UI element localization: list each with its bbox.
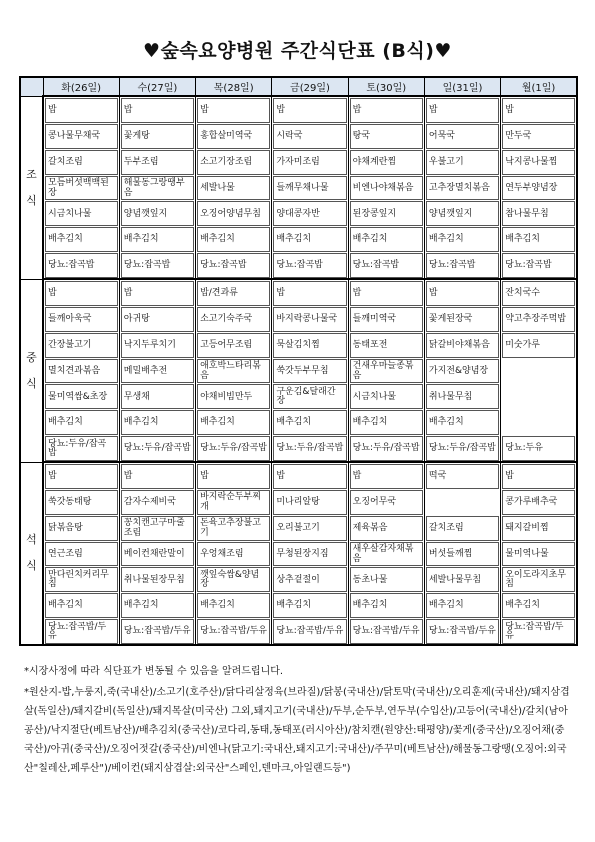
menu-item-list: [350, 463, 423, 644]
menu-item: 돈육고추장불고기: [197, 516, 270, 541]
menu-item: [502, 384, 575, 409]
meal-label: [20, 279, 43, 462]
menu-item-list: [273, 280, 346, 461]
meal-label: [20, 462, 43, 645]
menu-item: 당뇨:잡곡밥/두유: [350, 619, 423, 644]
menu-item: 배추김치: [273, 227, 346, 252]
menu-item-list: [426, 463, 499, 644]
meal-label-char: 조: [26, 167, 37, 181]
menu-item: 상추겉절이: [273, 567, 346, 592]
menu-item: 당뇨:두유/잡곡밥: [426, 436, 499, 461]
day-meal-cell: [272, 96, 348, 279]
menu-item-list: [273, 97, 346, 278]
menu-item: 바지락콩나물국: [273, 307, 346, 332]
menu-item: 당뇨:잡곡밥: [350, 253, 423, 278]
menu-item: 배추김치: [273, 410, 346, 435]
meal-label: [20, 96, 43, 279]
menu-item: 오이도라지초무침: [502, 567, 575, 592]
menu-item: 연근조림: [45, 542, 118, 567]
menu-item: 배추김치: [45, 227, 118, 252]
day-header: 토(30일): [348, 77, 424, 96]
menu-item-list: [121, 280, 194, 461]
menu-item: 가자미조림: [273, 150, 346, 175]
day-meal-cell: [348, 279, 424, 462]
menu-item: 배추김치: [273, 593, 346, 618]
menu-item: 탕국: [350, 124, 423, 149]
menu-item: 떡국: [426, 464, 499, 489]
menu-item: 건새우마늘종볶음: [350, 359, 423, 384]
menu-item-list: [121, 97, 194, 278]
menu-item: 밥: [121, 281, 194, 306]
menu-item: 야채계란찜: [350, 150, 423, 175]
day-meal-cell: [424, 96, 500, 279]
menu-item: 잔치국수: [502, 281, 575, 306]
menu-item: 당뇨:두유: [502, 436, 575, 461]
menu-item: [502, 410, 575, 435]
menu-item: 무생채: [121, 384, 194, 409]
menu-item: 두부조림: [121, 150, 194, 175]
menu-item: 콩나물무채국: [45, 124, 118, 149]
day-meal-cell: [196, 96, 272, 279]
menu-item: 멸치견과볶음: [45, 359, 118, 384]
day-meal-cell: [119, 96, 195, 279]
menu-item: 낙지두루치기: [121, 333, 194, 358]
menu-item: 세발나물무침: [426, 567, 499, 592]
menu-item: 밥: [273, 464, 346, 489]
menu-item: 밥: [426, 98, 499, 123]
menu-item: 배추김치: [350, 593, 423, 618]
menu-item: 닭갈비야채볶음: [426, 333, 499, 358]
day-meal-cell: [272, 462, 348, 645]
menu-item: 당뇨:잡곡밥: [426, 253, 499, 278]
day-header: 금(29일): [272, 77, 348, 96]
menu-item: 배추김치: [121, 227, 194, 252]
menu-item: 가지전&양념장: [426, 359, 499, 384]
day-meal-cell: [43, 462, 119, 645]
day-meal-cell: [196, 462, 272, 645]
menu-item: 아귀탕: [121, 307, 194, 332]
page-title: ♥숲속요양병원 주간식단표 (B식)♥: [143, 40, 452, 62]
menu-item: 어묵국: [426, 124, 499, 149]
day-meal-cell: [501, 96, 577, 279]
day-meal-cell: [119, 462, 195, 645]
menu-item: 들깨아욱국: [45, 307, 118, 332]
menu-item: 당뇨:잡곡밥/두유: [197, 619, 270, 644]
day-meal-cell: [348, 96, 424, 279]
menu-item: 연두부양념장: [502, 176, 575, 201]
menu-item: 오리불고기: [273, 516, 346, 541]
day-meal-cell: [348, 462, 424, 645]
menu-change-notice: *시장사정에 따라 식단표가 변동될 수 있음을 알려드립니다.: [24, 666, 284, 677]
menu-item: [502, 359, 575, 384]
menu-item: 밥: [502, 98, 575, 123]
menu-item: 양대콩자반: [273, 201, 346, 226]
menu-item: 쑥갓동태탕: [45, 490, 118, 515]
menu-item: 만두국: [502, 124, 575, 149]
menu-item: 배추김치: [121, 410, 194, 435]
day-meal-cell: [119, 279, 195, 462]
menu-item: 꽃게된장국: [426, 307, 499, 332]
menu-item: 시락국: [273, 124, 346, 149]
menu-item: 만다린치커리무침: [45, 567, 118, 592]
menu-item: 감자수제비국: [121, 490, 194, 515]
menu-item: 배추김치: [197, 227, 270, 252]
menu-item: 배추김치: [197, 593, 270, 618]
menu-item: 당뇨:두유/잡곡밥: [45, 436, 118, 461]
meal-label-char: 식: [26, 559, 37, 573]
menu-item: 시금치나물: [350, 384, 423, 409]
menu-item: 우엉채조림: [197, 542, 270, 567]
menu-item: 취나물무침: [426, 384, 499, 409]
meal-label-char: 식: [26, 376, 37, 390]
menu-item: 당뇨:두유/잡곡밥: [350, 436, 423, 461]
menu-item: 물미역나물: [502, 542, 575, 567]
day-header: 수(27일): [119, 77, 195, 96]
menu-item: 홍합살미역국: [197, 124, 270, 149]
menu-item: 애호박느타리볶음: [197, 359, 270, 384]
menu-item: 콩가루배추국: [502, 490, 575, 515]
weekly-menu-table: [19, 76, 578, 646]
menu-item-list: [121, 463, 194, 644]
menu-item-list: [45, 463, 118, 644]
menu-item: 꽁치캔고구마줄조림: [121, 516, 194, 541]
menu-item: 배추김치: [502, 227, 575, 252]
menu-item: 바지락순두부찌개: [197, 490, 270, 515]
day-meal-cell: [424, 279, 500, 462]
menu-item: 새우살감자채볶음: [350, 542, 423, 567]
menu-item: 배추김치: [197, 410, 270, 435]
menu-item: 당뇨:잡곡밥: [121, 253, 194, 278]
meal-row: [20, 279, 577, 462]
menu-item: 밥: [350, 98, 423, 123]
menu-item: 들깨무채나물: [273, 176, 346, 201]
menu-item: 밥: [502, 464, 575, 489]
menu-item: 갈치조림: [426, 516, 499, 541]
menu-item-list: [350, 280, 423, 461]
menu-item: 갈치조림: [45, 150, 118, 175]
menu-item: 당뇨:잡곡밥: [502, 253, 575, 278]
day-meal-cell: [272, 279, 348, 462]
menu-item: 당뇨:두유/잡곡밥: [121, 436, 194, 461]
menu-item: 버섯들깨찜: [426, 542, 499, 567]
menu-item: 밥: [121, 98, 194, 123]
menu-item-list: [350, 97, 423, 278]
menu-item: 밥: [45, 281, 118, 306]
menu-item: 무청된장지짐: [273, 542, 346, 567]
menu-item: 당뇨:잡곡밥: [45, 253, 118, 278]
menu-item: 밥: [45, 464, 118, 489]
menu-item: 당뇨:잡곡밥/두유: [502, 619, 575, 644]
meal-label-char: 식: [26, 193, 37, 207]
day-header-row: [20, 77, 577, 96]
menu-item: 배추김치: [426, 227, 499, 252]
day-meal-cell: [501, 279, 577, 462]
menu-item: 고추장멸치볶음: [426, 176, 499, 201]
menu-item: 소고기숙주국: [197, 307, 270, 332]
menu-item: 물미역쌈&초장: [45, 384, 118, 409]
day-meal-cell: [43, 96, 119, 279]
menu-item: 배추김치: [502, 593, 575, 618]
menu-item: 간장불고기: [45, 333, 118, 358]
menu-item: 들깨미역국: [350, 307, 423, 332]
menu-item: 동초나물: [350, 567, 423, 592]
menu-item: 배추김치: [350, 410, 423, 435]
menu-item: 모듬버섯백백된장: [45, 176, 118, 201]
menu-item-list: [502, 463, 575, 644]
menu-item: 오징어양념무침: [197, 201, 270, 226]
menu-item: 밥: [350, 281, 423, 306]
menu-item: 배추김치: [45, 593, 118, 618]
menu-item-list: [426, 97, 499, 278]
menu-item: 배추김치: [426, 410, 499, 435]
meal-row: [20, 96, 577, 279]
menu-item: 밥: [350, 464, 423, 489]
meal-label-char: 중: [26, 350, 37, 364]
menu-item: 세발나물: [197, 176, 270, 201]
menu-item: 당뇨:잡곡밥/두유: [45, 619, 118, 644]
menu-item: 당뇨:두유/잡곡밥: [273, 436, 346, 461]
menu-item: 동태포전: [350, 333, 423, 358]
day-meal-cell: [424, 462, 500, 645]
menu-item: 배추김치: [45, 410, 118, 435]
menu-item: 배추김치: [121, 593, 194, 618]
menu-item: 된장콩잎지: [350, 201, 423, 226]
menu-item: 밥/견과류: [197, 281, 270, 306]
menu-item: 밥: [273, 98, 346, 123]
menu-item: 오징어무국: [350, 490, 423, 515]
menu-item: 닭볶음탕: [45, 516, 118, 541]
menu-item: 당뇨:잡곡밥: [273, 253, 346, 278]
menu-item: 취나물된장무침: [121, 567, 194, 592]
menu-item: 해물동그랑땡부음: [121, 176, 194, 201]
day-header: 목(28일): [196, 77, 272, 96]
menu-item: 배추김치: [426, 593, 499, 618]
menu-item: 우불고기: [426, 150, 499, 175]
menu-item-list: [502, 280, 575, 461]
menu-item-list: [197, 463, 270, 644]
menu-item: [426, 490, 499, 515]
menu-item: 묵살김치찜: [273, 333, 346, 358]
menu-item: 비엔나야채볶음: [350, 176, 423, 201]
menu-item: 낙지콩나물찜: [502, 150, 575, 175]
menu-item: 약고추장주먹밥: [502, 307, 575, 332]
day-meal-cell: [196, 279, 272, 462]
menu-item: 당뇨:두유/잡곡밥: [197, 436, 270, 461]
origin-notice: *원산지-밥,누룽지,죽(국내산)/소고기(호주산)/닭다리살정육(브라질)/닭봉(국내산)/닭토막(국내산)/오리훈제(국내산)/돼지삼겹살(독일산)/돼지갈비(독일산)/돼지목살(미국산) 그외,돼지고기(국내산)/두부,순두부,연두부(수입산)/고등어(국내산)/갈치(남아공산)/낙지절단(베트남산)/배추김치(중국산)/코다리,동태,동태포(러시아산)/참치캔(원양산:태평양)/꽃게(중국산)/오징어채(중국산)/아귀(중국산)/오징어젓갈(중국산)/비엔나(닭고기:국내산,돼지고기:국내산)/주꾸미(베트남산)/해물동그랑땡(오징어:외국산"칠레산,페루산")/베이컨(돼지삼겹살:외국산"스페인,덴마크,아일랜드등"): [24, 687, 570, 774]
menu-item: 깻잎숙쌈&양념장: [197, 567, 270, 592]
day-meal-cell: [43, 279, 119, 462]
menu-item: 돼지갈비찜: [502, 516, 575, 541]
menu-item: 메밀배추전: [121, 359, 194, 384]
menu-item: 미나리알탕: [273, 490, 346, 515]
menu-item: 쑥갓두부무침: [273, 359, 346, 384]
header-corner-cell: [20, 77, 43, 96]
menu-item-list: [502, 97, 575, 278]
menu-item: 제육볶음: [350, 516, 423, 541]
day-header: 일(31일): [424, 77, 500, 96]
menu-item: 양념깻잎지: [426, 201, 499, 226]
menu-item-list: [197, 97, 270, 278]
menu-item: 소고기장조림: [197, 150, 270, 175]
menu-item: 야채비빔만두: [197, 384, 270, 409]
day-meal-cell: [501, 462, 577, 645]
meal-row: [20, 462, 577, 645]
menu-item-list: [197, 280, 270, 461]
menu-item: 구운김&달래간장: [273, 384, 346, 409]
menu-item: 밥: [121, 464, 194, 489]
menu-item: 밥: [197, 464, 270, 489]
menu-item: 미숫가루: [502, 333, 575, 358]
menu-item: 밥: [197, 98, 270, 123]
menu-item-list: [45, 97, 118, 278]
menu-item: 당뇨:잡곡밥/두유: [121, 619, 194, 644]
menu-item: 고등어무조림: [197, 333, 270, 358]
menu-item: 시금치나물: [45, 201, 118, 226]
menu-item: 양념깻잎지: [121, 201, 194, 226]
menu-item-list: [426, 280, 499, 461]
menu-item: 베이컨채란말이: [121, 542, 194, 567]
menu-item: 당뇨:잡곡밥/두유: [273, 619, 346, 644]
menu-item-list: [273, 463, 346, 644]
day-header: 화(26일): [43, 77, 119, 96]
day-header: 월(1일): [501, 77, 577, 96]
menu-item-list: [45, 280, 118, 461]
menu-item: 꽃게탕: [121, 124, 194, 149]
meal-label-char: 석: [26, 533, 37, 547]
menu-item: 밥: [426, 281, 499, 306]
menu-item: 참나물무침: [502, 201, 575, 226]
menu-item: 당뇨:잡곡밥/두유: [426, 619, 499, 644]
menu-item: 배추김치: [350, 227, 423, 252]
menu-item: 밥: [273, 281, 346, 306]
menu-item: 밥: [45, 98, 118, 123]
menu-item: 당뇨:잡곡밥: [197, 253, 270, 278]
